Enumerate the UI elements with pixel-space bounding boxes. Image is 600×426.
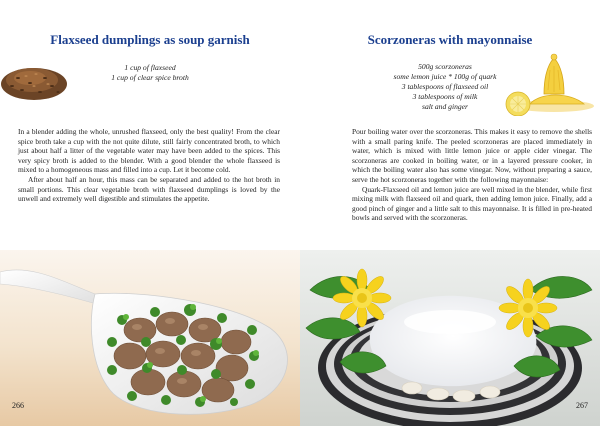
right-recipe-title: Scorzoneras with mayonnaise [367,32,533,47]
method-paragraph: Pour boiling water over the scorzoneras. This makes it easy to remove the shells with a small paring knife. The peeled scorzoneras are placed immediately in water, which is mixed with little lemon juice or apple cider vinegar. The scorzoneras are cooked in boiling water, or in a layered pressure cooker, in which the boiling water also has some vinegar. Now, without preparing a sauce, serve the hot scorzoneras together with the following mayonnaise: [352,127,592,184]
scorzonera-bowl-photo [300,250,600,426]
page-number-left: 266 [12,401,24,410]
method-paragraph: Quark-Flaxseed oil and lemon juice are well mixed in the blender, while first mixing milk with flaxseed oil and quark, then adding lemon juice. Finally, add a good pinch of ginger and a little salt to this mayonnaise. It is filled in pre-heated bowls and served with the scorzoneras. [352,184,592,223]
method-paragraph: After about half an hour, this mass can be separated and added to the hot broth in small portions. This clear vegetable broth with flaxseed dumplings is loved by the unwell and extremely well digestible and stimulates the appetite. [18,174,280,204]
flower-right [499,279,557,337]
ingredient-line: 3 tablespoons of milk [412,92,478,101]
ingredient-line: 500g scorzoneras [418,62,472,71]
left-ingredients-list [80,63,220,83]
page-number-right: 267 [576,401,588,410]
left-method-text [18,127,280,204]
ingredient-line: 1 cup of clear spice broth [111,73,189,82]
flower-left [333,269,391,327]
method-paragraph: In a blender adding the whole, unrushed flaxseed, only the best quality! From the clear spice broth take a cup with the not quite dilute, still fairly concentrated broth, to which just about half a litter of the vegetable water may have been added to the spices. This very spicy broth is added to the blender. With a good blender the whole flaxseed is mixed to a homogeneous mass and filled into a cup. Let it become cold. [18,127,280,175]
lemon-squeezer-image [500,52,598,116]
ingredient-line: salt and ginger [422,102,468,111]
dumplings-on-spoon-photo [0,250,300,426]
right-method-text [352,127,592,223]
flaxseed-pile-image [0,58,70,104]
right-page [300,0,600,426]
ingredient-line: 3 tablespoons of flaxseed oil [401,82,489,91]
left-recipe-title: Flaxseed dumplings as soup garnish [50,32,250,47]
ingredient-line: some lemon juice * 100g of quark [393,72,497,81]
ingredient-line: 1 cup of flaxseed [124,63,176,72]
